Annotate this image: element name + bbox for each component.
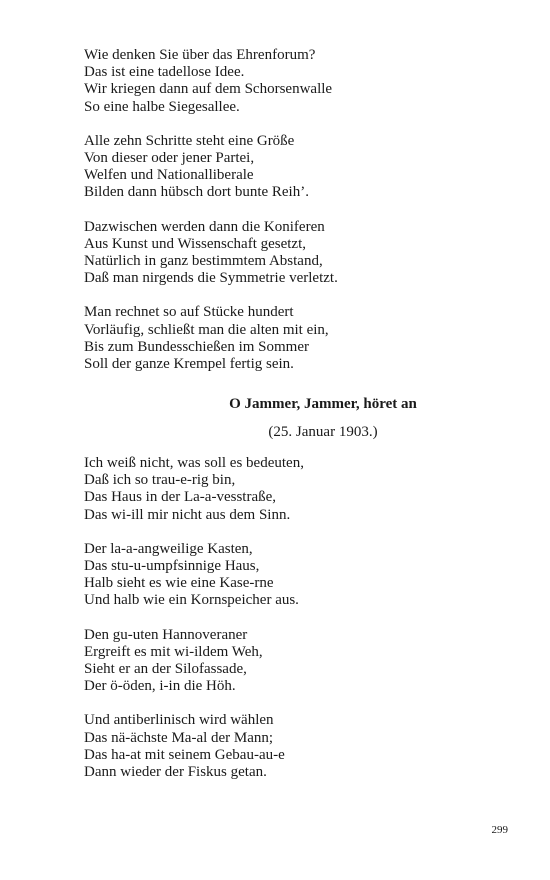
poem-2-stanza-2 xyxy=(84,541,484,610)
verse-line: Dazwischen werden dann die Koniferen xyxy=(84,218,325,235)
poem-2-stanza-1 xyxy=(84,455,484,524)
verse-line: Der ö-öden, i-in die Höh. xyxy=(84,678,236,695)
verse-line: Welfen und Nationalliberale xyxy=(84,167,254,184)
poem-title-text: O Jammer, Jammer, höret an xyxy=(229,396,417,412)
verse-line: Wie denken Sie über das Ehrenforum? xyxy=(84,47,316,63)
verse-line: Das stu-u-umpfsinnige Haus, xyxy=(84,558,260,575)
verse-line: Alle zehn Schritte steht eine Größe xyxy=(84,132,295,149)
verse-line: Aus Kunst und Wissenschaft gesetzt, xyxy=(84,235,307,252)
verse-line: Und antiberlinisch wird wählen xyxy=(84,712,274,729)
verse-line: Dann wieder der Fiskus getan. xyxy=(84,764,267,781)
verse-line: Sieht er an der Silofassade, xyxy=(84,661,247,678)
verse-line: Halb sieht es wie eine Kase-rne xyxy=(84,575,274,592)
poem-title xyxy=(0,395,550,413)
verse-line: Ergreift es mit wi-ildem Weh, xyxy=(84,643,263,660)
verse-line: Der la-a-angweilige Kasten, xyxy=(84,540,253,557)
verse-line: So eine halbe Siegesallee. xyxy=(84,98,240,115)
verse-line: Den gu-uten Hannoveraner xyxy=(84,626,248,643)
poem-2 xyxy=(84,455,484,781)
poem-2-stanza-3 xyxy=(84,627,484,696)
verse-line: Das nä-ächste Ma-al der Mann; xyxy=(84,729,274,746)
verse-line: Bilden dann hübsch dort bunte Reih’. xyxy=(84,184,309,201)
verse-line: Das ha-at mit seinem Gebau-au-e xyxy=(84,746,285,763)
poem-date-text: (25. Januar 1903.) xyxy=(268,424,378,440)
verse-line: Ich weiß nicht, was soll es bedeuten, xyxy=(84,455,304,471)
verse-line: Das Haus in der La-a-vesstraße, xyxy=(84,489,277,506)
poem-date xyxy=(0,423,550,441)
verse-line: Das ist eine tadellose Idee. xyxy=(84,64,245,81)
verse-line: Von dieser oder jener Partei, xyxy=(84,150,255,167)
poem-1 xyxy=(84,47,484,373)
verse-line: Daß man nirgends die Symmetrie verletzt. xyxy=(84,270,338,287)
verse-line: Wir kriegen dann auf dem Schorsenwalle xyxy=(84,81,333,98)
page-number: 299 xyxy=(491,824,508,836)
verse-line: Soll der ganze Krempel fertig sein. xyxy=(84,356,294,373)
verse-line: Natürlich in ganz bestimmtem Abstand, xyxy=(84,253,323,270)
verse-line: Daß ich so trau-e-rig bin, xyxy=(84,472,236,489)
poem-2-stanza-4 xyxy=(84,712,484,781)
poem-1-stanza-2 xyxy=(84,133,484,202)
verse-line: Und halb wie ein Kornspeicher aus. xyxy=(84,592,299,609)
verse-line: Man rechnet so auf Stücke hundert xyxy=(84,304,294,321)
verse-line: Bis zum Bundesschießen im Sommer xyxy=(84,338,309,355)
poem-1-stanza-4 xyxy=(84,304,484,373)
verse-line: Vorläufig, schließt man die alten mit ein, xyxy=(84,321,329,338)
poem-1-stanza-1 xyxy=(84,47,484,116)
verse-line: Das wi-ill mir nicht aus dem Sinn. xyxy=(84,506,291,523)
poem-1-stanza-3 xyxy=(84,219,484,288)
